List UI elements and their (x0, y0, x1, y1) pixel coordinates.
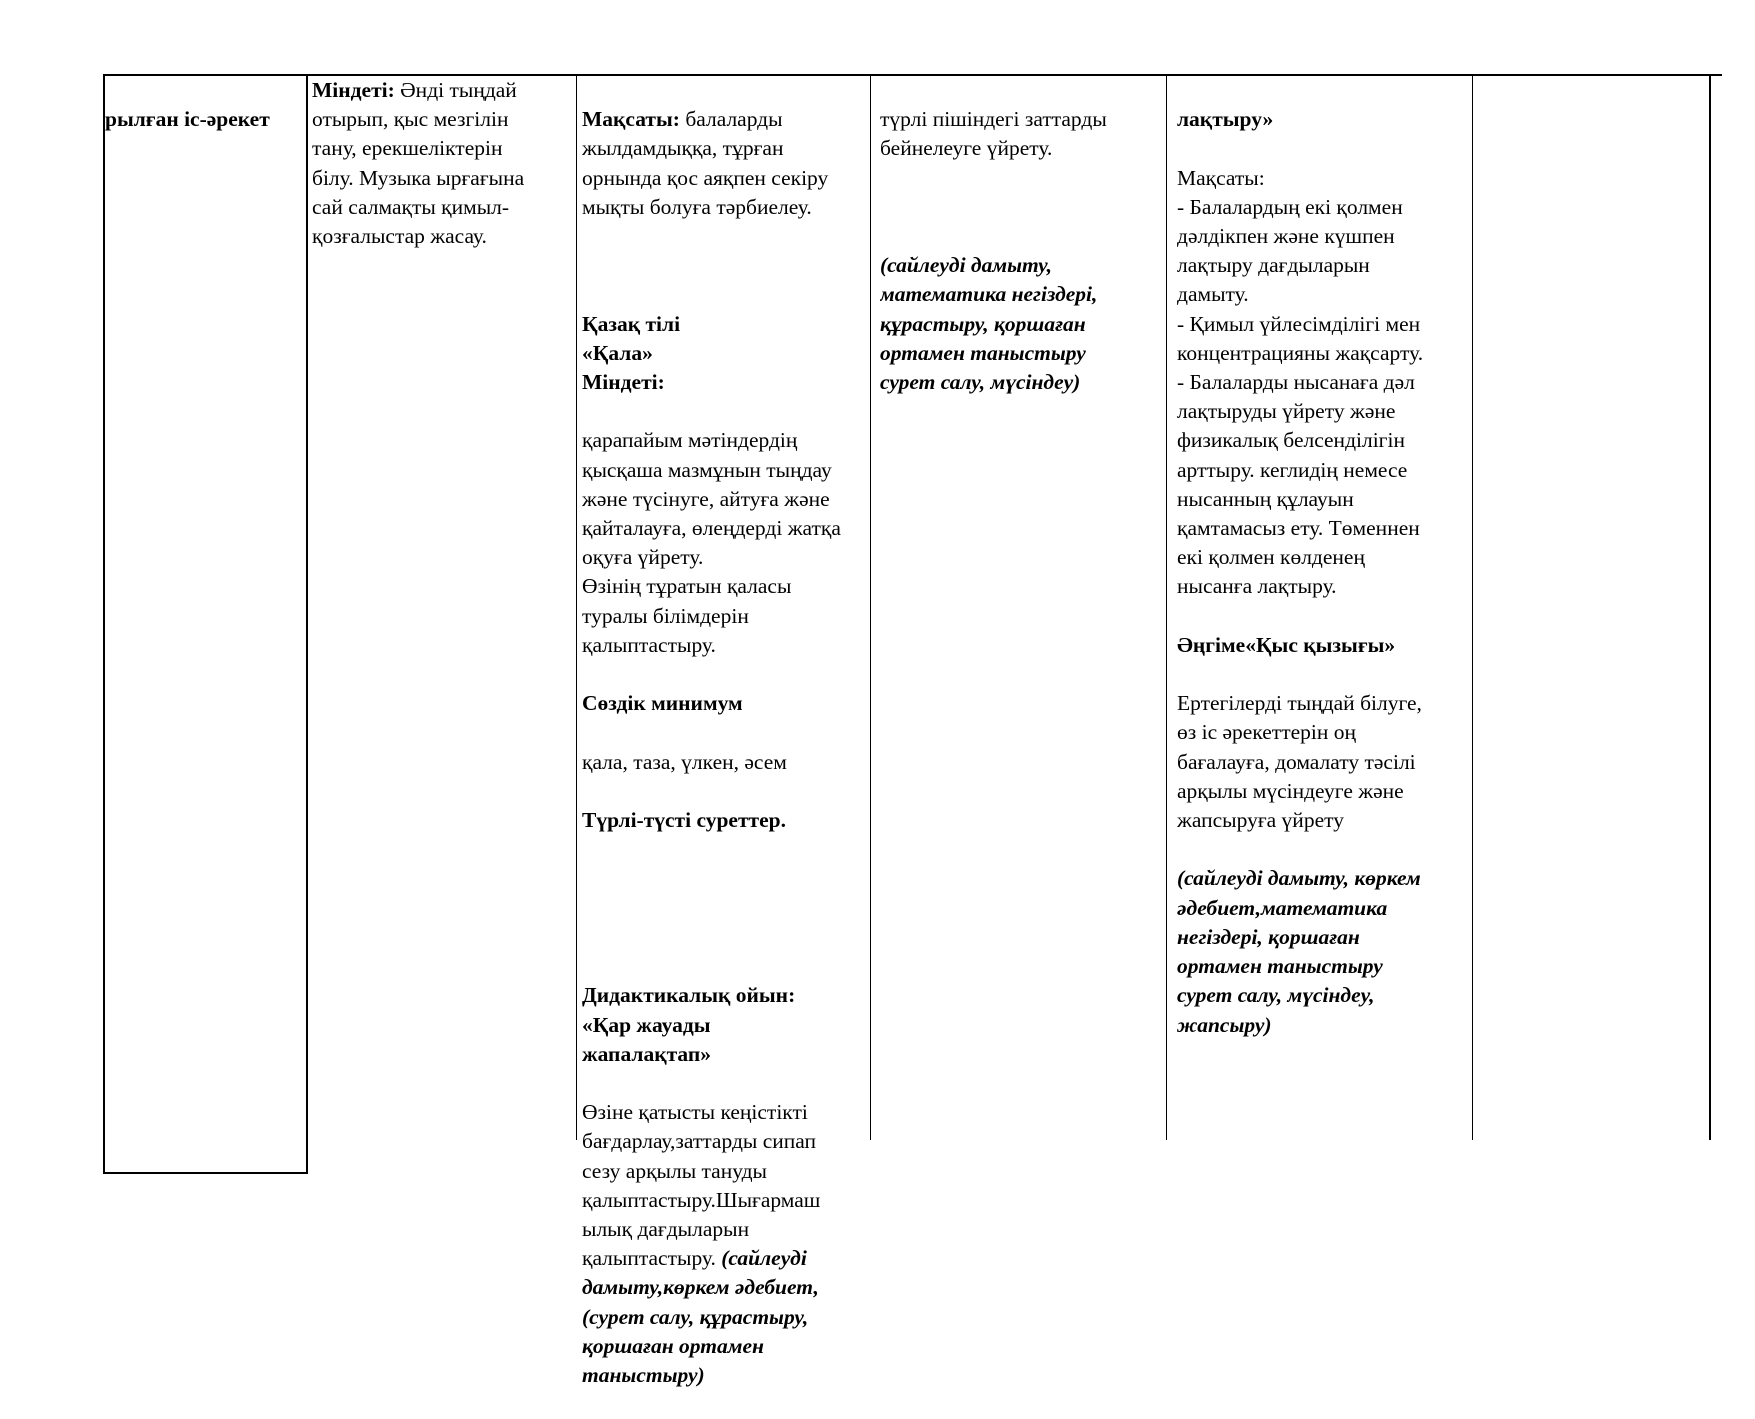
activity-type-text: рылған іс-әрекет (105, 107, 270, 132)
cell-physical-and-kazakh (582, 76, 878, 1419)
cell-empty (1475, 76, 1707, 134)
cell-throwing-and-story (1177, 76, 1485, 1069)
task-label: Міндеті: (312, 78, 395, 102)
first-cell-bottom-border (103, 1172, 308, 1174)
vocabulary-label: Сөздік минимум (582, 691, 743, 716)
column-divider-1 (306, 74, 308, 1174)
didactic-game-paragraph (582, 1098, 878, 1390)
task-text: Әнді тыңдай отырып, қыс мезгілін тану, ерекшеліктерін білу. Музыка ырғағына сай салмақты қимыл- қозғалыстар жасау. (312, 78, 525, 249)
story-text: Ертегілерді тыңдай білуге, өз іс әрекеттерін оң бағалауға, домалату тәсілі арқылы мүсіндеуге және жапсыруға үйрету (1177, 691, 1422, 833)
throwing-heading: лақтыру» (1177, 107, 1274, 132)
drawing-text: түрлі пішіндегі заттарды бейнелеуге үйрету. (880, 107, 1107, 161)
table-right-border (1709, 74, 1711, 1140)
drawing-integration: (сайлеуді дамыту, математика негіздері, құрастыру, қоршаған ортамен таныстыру сурет салу, мүсіндеу) (880, 253, 1098, 395)
didactic-game-integration: (сайлеуді дамыту,көркем әдебиет, (сурет салу, құрастыру, қоршаған ортамен таныстыру) (582, 1246, 819, 1387)
didactic-game-heading: Дидактикалық ойын: «Қар жауады жапалақтап» (582, 983, 796, 1066)
spacer (880, 193, 1174, 222)
spacer (582, 251, 878, 280)
didactic-game-text: Өзіне қатысты кеңістікті бағдарлау,заттарды сипап сезу арқылы тануды қалыптастыру.Шығармаш ылық дағдыларын қалыптастыру. (582, 1100, 821, 1271)
goal-text: балаларды жылдамдыққа, тұрған орнында қос аяқпен секіру мықты болуға тәрбиелеу. (582, 107, 829, 219)
cell-activity-type (105, 76, 305, 164)
vocabulary-text: қала, таза, үлкен, әсем (582, 749, 787, 774)
goal-label: Мақсаты: (582, 107, 680, 132)
cell-music-task (312, 76, 580, 251)
spacer (582, 923, 878, 952)
goal-paragraph (582, 105, 878, 222)
story-heading: Әңгіме«Қыс қызығы» (1177, 632, 1396, 657)
story-integration: (сайлеуді дамыту, көркем әдебиет,математика негіздері, қоршаған ортамен таныстыру сурет салу, мүсіндеу, жапсыру) (1177, 866, 1421, 1037)
kazakh-lesson-heading: Қазақ тілі «Қала» Міндеті: (582, 311, 681, 395)
table-left-border (103, 74, 105, 1174)
pictures-label: Түрлі-түсті суреттер. (582, 808, 786, 833)
kazakh-task-text: қарапайым мәтіндердің қысқаша мазмұнын тыңдау және түсінуге, айтуға және қайталауға, өлеңдерді жатқа оқуға үйрету. Өзінің тұратын қаласы туралы білімдерін қалыптастыру. (582, 428, 841, 657)
spacer (582, 864, 878, 893)
throwing-goals: Мақсаты: - Балалардың екі қолмен дәлдікпен және күшпен лақтыру дағдыларын дамыту. - Қимыл үйлесімділігі мен концентрацияны жақсарту. - Балаларды нысанаға дәл лақтыруды үйрету және физикалық белсенділігін арттыру. кеглидің немесе нысанның құлауын қамтамасыз ету. Төменнен екі қолмен көлденең нысанға лақтыру. (1177, 165, 1424, 599)
cell-drawing (880, 76, 1174, 426)
